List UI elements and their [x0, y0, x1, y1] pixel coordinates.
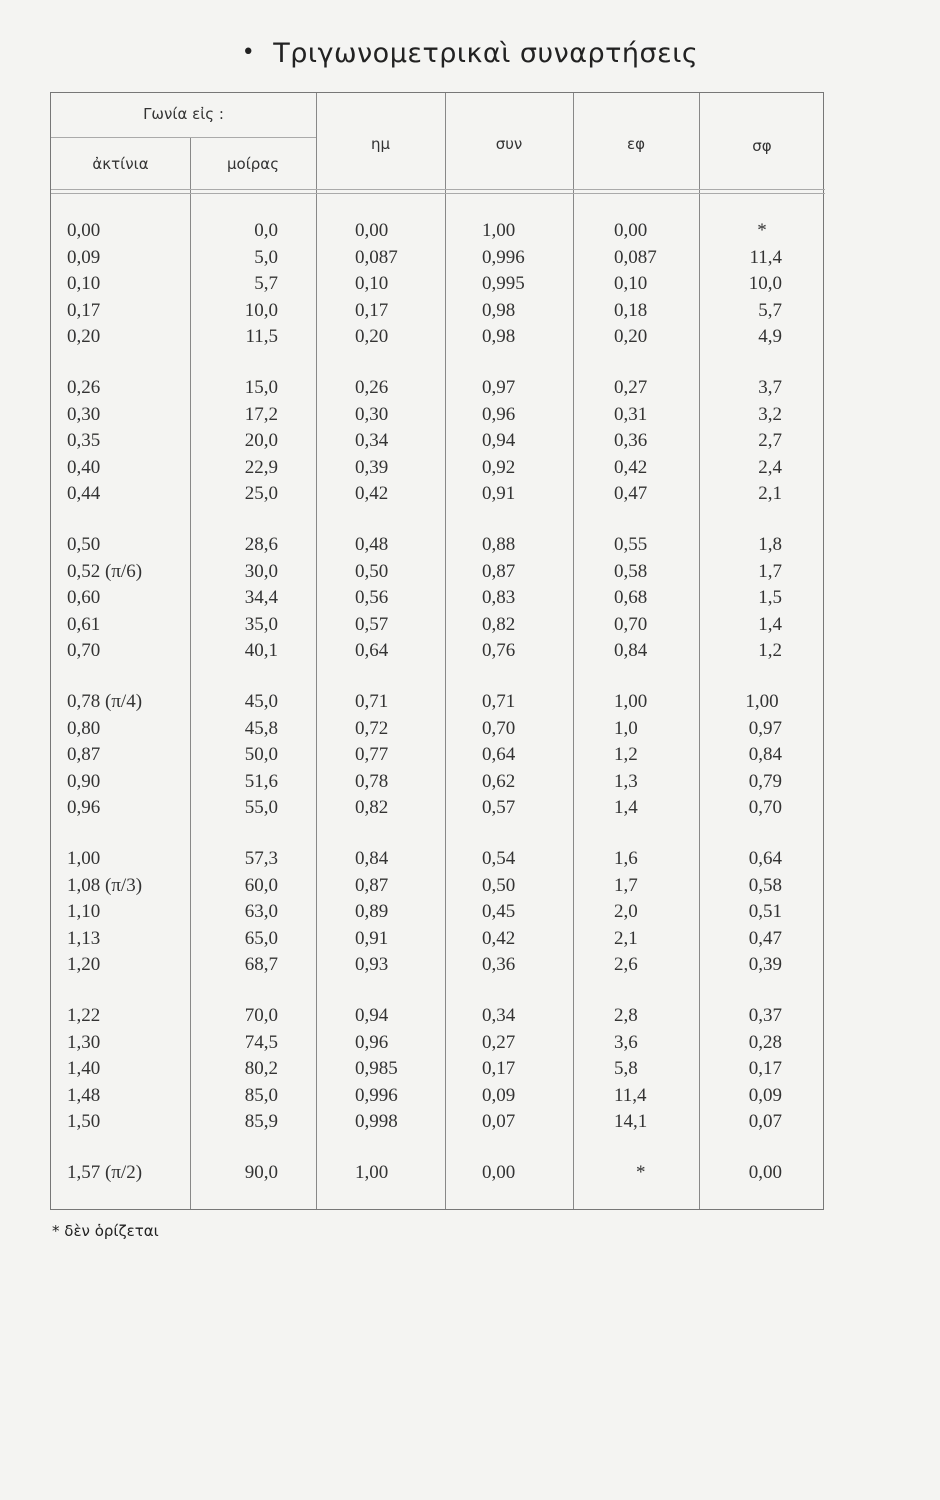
sin-cell: 0,84: [355, 848, 389, 869]
tan-cell: 1,7: [614, 874, 638, 896]
radians-cell: 0,78 (π/4): [67, 691, 143, 712]
radians-cell: 1,00: [67, 848, 101, 869]
radians-cell: 0,00: [67, 220, 101, 241]
row-group: [0, 534, 940, 667]
cot-cell: 2,1: [758, 483, 782, 504]
tan-cell: 2,0: [614, 901, 638, 922]
degrees-cell: 11,5: [245, 326, 278, 347]
footnote: * δὲν ὁρίζεται: [52, 1222, 159, 1240]
degrees-cell: 30,0: [244, 560, 278, 582]
degrees-cell: 65,0: [244, 927, 278, 949]
degrees-cell: 15,0: [244, 377, 278, 398]
cot-cell: 4,9: [758, 326, 782, 347]
cot-cell: 0,84: [748, 744, 782, 765]
cot-cell: 0,97: [748, 717, 782, 739]
cot-cell: 3,2: [758, 403, 782, 425]
table-row: [0, 771, 940, 798]
tan-cell: 1,6: [614, 848, 638, 869]
cos-cell: 0,62: [482, 770, 516, 792]
radians-cell: 0,35: [67, 430, 101, 451]
cos-cell: 0,64: [482, 744, 516, 765]
degrees-cell: 45,0: [244, 691, 278, 712]
sin-cell: 0,57: [355, 613, 389, 635]
header-tan: εφ: [626, 135, 645, 153]
sin-cell: 0,89: [355, 901, 389, 922]
cos-cell: 0,57: [482, 797, 516, 818]
tan-cell: 0,31: [614, 403, 648, 425]
degrees-cell: 74,5: [244, 1031, 278, 1053]
table-row: [0, 797, 940, 824]
radians-cell: 1,40: [67, 1058, 101, 1079]
degrees-cell: 20,0: [244, 430, 278, 451]
radians-cell: 0,40: [67, 456, 101, 478]
sin-cell: 0,087: [355, 246, 398, 268]
degrees-cell: 80,2: [244, 1058, 278, 1079]
radians-cell: 1,50: [67, 1111, 101, 1132]
sin-cell: 0,94: [355, 1005, 389, 1026]
cot-cell: 1,5: [758, 587, 782, 608]
degrees-cell: 85,9: [244, 1111, 278, 1132]
cot-cell: 0,51: [748, 901, 782, 922]
tan-cell: 2,8: [614, 1005, 638, 1026]
cot-cell: 1,00: [745, 691, 779, 712]
cos-cell: 0,09: [482, 1084, 516, 1106]
table-row: [0, 561, 940, 588]
radians-cell: 0,50: [67, 534, 101, 555]
tan-cell: 0,18: [614, 299, 648, 321]
header-divider: [51, 193, 825, 194]
sin-cell: 0,10: [355, 273, 389, 294]
cos-cell: 0,50: [482, 874, 516, 896]
tan-cell: 0,84: [614, 640, 648, 661]
cos-cell: 0,995: [482, 273, 525, 294]
table-row: [0, 534, 940, 561]
degrees-cell: 0,0: [254, 220, 278, 241]
tan-cell: 1,0: [614, 717, 638, 739]
cot-cell: 0,64: [748, 848, 782, 869]
cos-cell: 0,54: [482, 848, 516, 869]
radians-cell: 0,52 (π/6): [67, 560, 143, 582]
table-row: [0, 691, 940, 718]
radians-cell: 0,96: [67, 797, 101, 818]
cot-cell: 0,28: [748, 1031, 782, 1053]
cot-cell: 0,07: [748, 1111, 782, 1132]
table-row: [0, 1085, 940, 1112]
table-row: [0, 1111, 940, 1138]
cot-cell: 0,09: [748, 1084, 782, 1106]
table-row: [0, 430, 940, 457]
degrees-cell: 28,6: [244, 534, 278, 555]
radians-cell: 1,20: [67, 954, 101, 975]
degrees-cell: 90,0: [244, 1162, 278, 1183]
table-row: [0, 928, 940, 955]
tan-cell: 3,6: [614, 1031, 638, 1053]
radians-cell: 0,26: [67, 377, 101, 398]
degrees-cell: 34,4: [244, 587, 278, 608]
sin-cell: 0,77: [355, 744, 389, 765]
cot-cell: 1,2: [758, 640, 782, 661]
header-cot: σφ: [752, 137, 772, 155]
radians-cell: 0,70: [67, 640, 101, 661]
table-row: [0, 483, 940, 510]
table-row: [0, 954, 940, 981]
tan-cell: 0,27: [614, 377, 648, 398]
cot-cell: 11,4: [749, 246, 782, 268]
tan-cell: 0,20: [614, 326, 648, 347]
header-degrees: μοίρας: [226, 155, 279, 173]
sin-cell: 0,00: [355, 220, 389, 241]
table-row: [0, 1058, 940, 1085]
cot-cell: 0,70: [748, 797, 782, 818]
cos-cell: 0,36: [482, 954, 516, 975]
degrees-cell: 57,3: [244, 848, 278, 869]
sin-cell: 0,96: [355, 1031, 389, 1053]
cot-cell: 3,7: [758, 377, 782, 398]
table-row: [0, 404, 940, 431]
table-row: [0, 377, 940, 404]
cos-cell: 0,76: [482, 640, 516, 661]
radians-cell: 0,90: [67, 770, 101, 792]
radians-cell: 1,13: [67, 927, 101, 949]
radians-cell: 1,08 (π/3): [67, 874, 143, 896]
degrees-cell: 25,0: [244, 483, 278, 504]
cot-cell: 0,58: [748, 874, 782, 896]
table-row: [0, 247, 940, 274]
tan-cell: *: [636, 1162, 646, 1183]
sin-cell: 0,39: [355, 456, 389, 478]
cos-cell: 0,07: [482, 1111, 516, 1132]
cot-cell: 10,0: [748, 273, 782, 294]
table-row: [0, 300, 940, 327]
header-divider: [51, 189, 825, 190]
row-group: [0, 377, 940, 510]
tan-cell: 5,8: [614, 1058, 638, 1079]
table-row: [0, 718, 940, 745]
cos-cell: 1,00: [482, 220, 516, 241]
tan-cell: 2,6: [614, 954, 638, 975]
radians-cell: 0,20: [67, 326, 101, 347]
tan-cell: 1,2: [614, 744, 638, 765]
degrees-cell: 40,1: [244, 640, 278, 661]
degrees-cell: 50,0: [244, 744, 278, 765]
row-group: [0, 220, 940, 353]
sin-cell: 0,985: [355, 1058, 398, 1079]
sin-cell: 0,78: [355, 770, 389, 792]
tan-cell: 0,00: [614, 220, 648, 241]
cos-cell: 0,17: [482, 1058, 516, 1079]
page-title: [0, 38, 940, 69]
sin-cell: 0,998: [355, 1111, 398, 1132]
cos-cell: 0,87: [482, 560, 516, 582]
sin-cell: 0,26: [355, 377, 389, 398]
radians-cell: 0,87: [67, 744, 101, 765]
radians-cell: 0,44: [67, 483, 101, 504]
row-group: [0, 691, 940, 824]
tan-cell: 1,00: [614, 691, 648, 712]
header-cos: συν: [495, 135, 523, 153]
radians-cell: 1,30: [67, 1031, 101, 1053]
sin-cell: 0,87: [355, 874, 389, 896]
sin-cell: 0,30: [355, 403, 389, 425]
radians-cell: 0,60: [67, 587, 101, 608]
tan-cell: 2,1: [614, 927, 638, 949]
cos-cell: 0,88: [482, 534, 516, 555]
tan-cell: 1,3: [614, 770, 638, 792]
degrees-cell: 60,0: [244, 874, 278, 896]
degrees-cell: 35,0: [244, 613, 278, 635]
tan-cell: 0,36: [614, 430, 648, 451]
sin-cell: 0,91: [355, 927, 389, 949]
tan-cell: 1,4: [614, 797, 638, 818]
cos-cell: 0,91: [482, 483, 516, 504]
cos-cell: 0,97: [482, 377, 516, 398]
degrees-cell: 10,0: [244, 299, 278, 321]
table-body: [0, 220, 940, 1213]
cot-cell: 0,39: [748, 954, 782, 975]
header-sin: ημ: [370, 135, 391, 153]
radians-cell: 0,17: [67, 299, 101, 321]
table-row: [0, 901, 940, 928]
table-row: [0, 1032, 940, 1059]
radians-cell: 1,48: [67, 1084, 101, 1106]
cot-cell: 2,7: [758, 430, 782, 451]
radians-cell: 0,09: [67, 246, 101, 268]
cot-cell: 1,4: [758, 613, 782, 635]
cot-cell: 0,79: [748, 770, 782, 792]
title-bullet: •: [241, 40, 256, 65]
cos-cell: 0,45: [482, 901, 516, 922]
table-row: [0, 1162, 940, 1189]
radians-cell: 0,10: [67, 273, 101, 294]
header-radians: ἀκτίνια: [92, 155, 149, 173]
row-group: [0, 848, 940, 981]
cot-cell: 0,37: [748, 1005, 782, 1026]
sin-cell: 0,50: [355, 560, 389, 582]
tan-cell: 14,1: [614, 1111, 648, 1132]
cot-cell: 0,47: [748, 927, 782, 949]
cot-cell: 2,4: [758, 456, 782, 478]
tan-cell: 0,42: [614, 456, 648, 478]
sin-cell: 0,996: [355, 1084, 398, 1106]
degrees-cell: 45,8: [244, 717, 278, 739]
sin-cell: 0,34: [355, 430, 389, 451]
sin-cell: 0,71: [355, 691, 389, 712]
radians-cell: 1,10: [67, 901, 101, 922]
degrees-cell: 5,0: [254, 246, 278, 268]
degrees-cell: 70,0: [244, 1005, 278, 1026]
cot-cell: 0,00: [748, 1162, 782, 1183]
cos-cell: 0,71: [482, 691, 516, 712]
degrees-cell: 85,0: [244, 1084, 278, 1106]
cos-cell: 0,00: [482, 1162, 516, 1183]
sin-cell: 0,93: [355, 954, 389, 975]
header-angle-group: Γωνία εἰς :: [143, 105, 224, 123]
sin-cell: 0,82: [355, 797, 389, 818]
cos-cell: 0,98: [482, 299, 516, 321]
table-row: [0, 587, 940, 614]
degrees-cell: 5,7: [254, 273, 278, 294]
sin-cell: 0,17: [355, 299, 389, 321]
degrees-cell: 63,0: [244, 901, 278, 922]
cos-cell: 0,70: [482, 717, 516, 739]
degrees-cell: 22,9: [244, 456, 278, 478]
cos-cell: 0,92: [482, 456, 516, 478]
degrees-cell: 51,6: [244, 770, 278, 792]
degrees-cell: 55,0: [244, 797, 278, 818]
sin-cell: 0,20: [355, 326, 389, 347]
sin-cell: 0,64: [355, 640, 389, 661]
cos-cell: 0,42: [482, 927, 516, 949]
cot-cell: *: [757, 220, 767, 241]
table-row: [0, 1005, 940, 1032]
cos-cell: 0,27: [482, 1031, 516, 1053]
page-title-text: Τριγωνομετρικαὶ συναρτήσεις: [273, 38, 699, 69]
tan-cell: 0,58: [614, 560, 648, 582]
radians-cell: 0,80: [67, 717, 101, 739]
row-group: [0, 1005, 940, 1138]
table-row: [0, 220, 940, 247]
tan-cell: 0,55: [614, 534, 648, 555]
sin-cell: 0,56: [355, 587, 389, 608]
sin-cell: 1,00: [355, 1162, 389, 1183]
table-row: [0, 640, 940, 667]
tan-cell: 0,087: [614, 246, 657, 268]
radians-cell: 1,57 (π/2): [67, 1162, 143, 1183]
tan-cell: 11,4: [614, 1084, 647, 1106]
degrees-cell: 17,2: [244, 403, 278, 425]
sin-cell: 0,48: [355, 534, 389, 555]
table-row: [0, 273, 940, 300]
header-divider: [51, 137, 316, 138]
tan-cell: 0,10: [614, 273, 648, 294]
tan-cell: 0,68: [614, 587, 648, 608]
cos-cell: 0,83: [482, 587, 516, 608]
cos-cell: 0,98: [482, 326, 516, 347]
table-row: [0, 326, 940, 353]
tan-cell: 0,47: [614, 483, 648, 504]
table-row: [0, 744, 940, 771]
cot-cell: 5,7: [758, 299, 782, 321]
table-row: [0, 457, 940, 484]
row-group: [0, 1162, 940, 1189]
cot-cell: 1,7: [758, 560, 782, 582]
radians-cell: 1,22: [67, 1005, 101, 1026]
table-row: [0, 848, 940, 875]
cos-cell: 0,996: [482, 246, 525, 268]
cot-cell: 1,8: [758, 534, 782, 555]
cos-cell: 0,94: [482, 430, 516, 451]
radians-cell: 0,61: [67, 613, 101, 635]
tan-cell: 0,70: [614, 613, 648, 635]
table-row: [0, 614, 940, 641]
degrees-cell: 68,7: [244, 954, 278, 975]
sin-cell: 0,72: [355, 717, 389, 739]
cos-cell: 0,96: [482, 403, 516, 425]
radians-cell: 0,30: [67, 403, 101, 425]
cos-cell: 0,34: [482, 1005, 516, 1026]
cot-cell: 0,17: [748, 1058, 782, 1079]
cos-cell: 0,82: [482, 613, 516, 635]
sin-cell: 0,42: [355, 483, 389, 504]
table-row: [0, 875, 940, 902]
